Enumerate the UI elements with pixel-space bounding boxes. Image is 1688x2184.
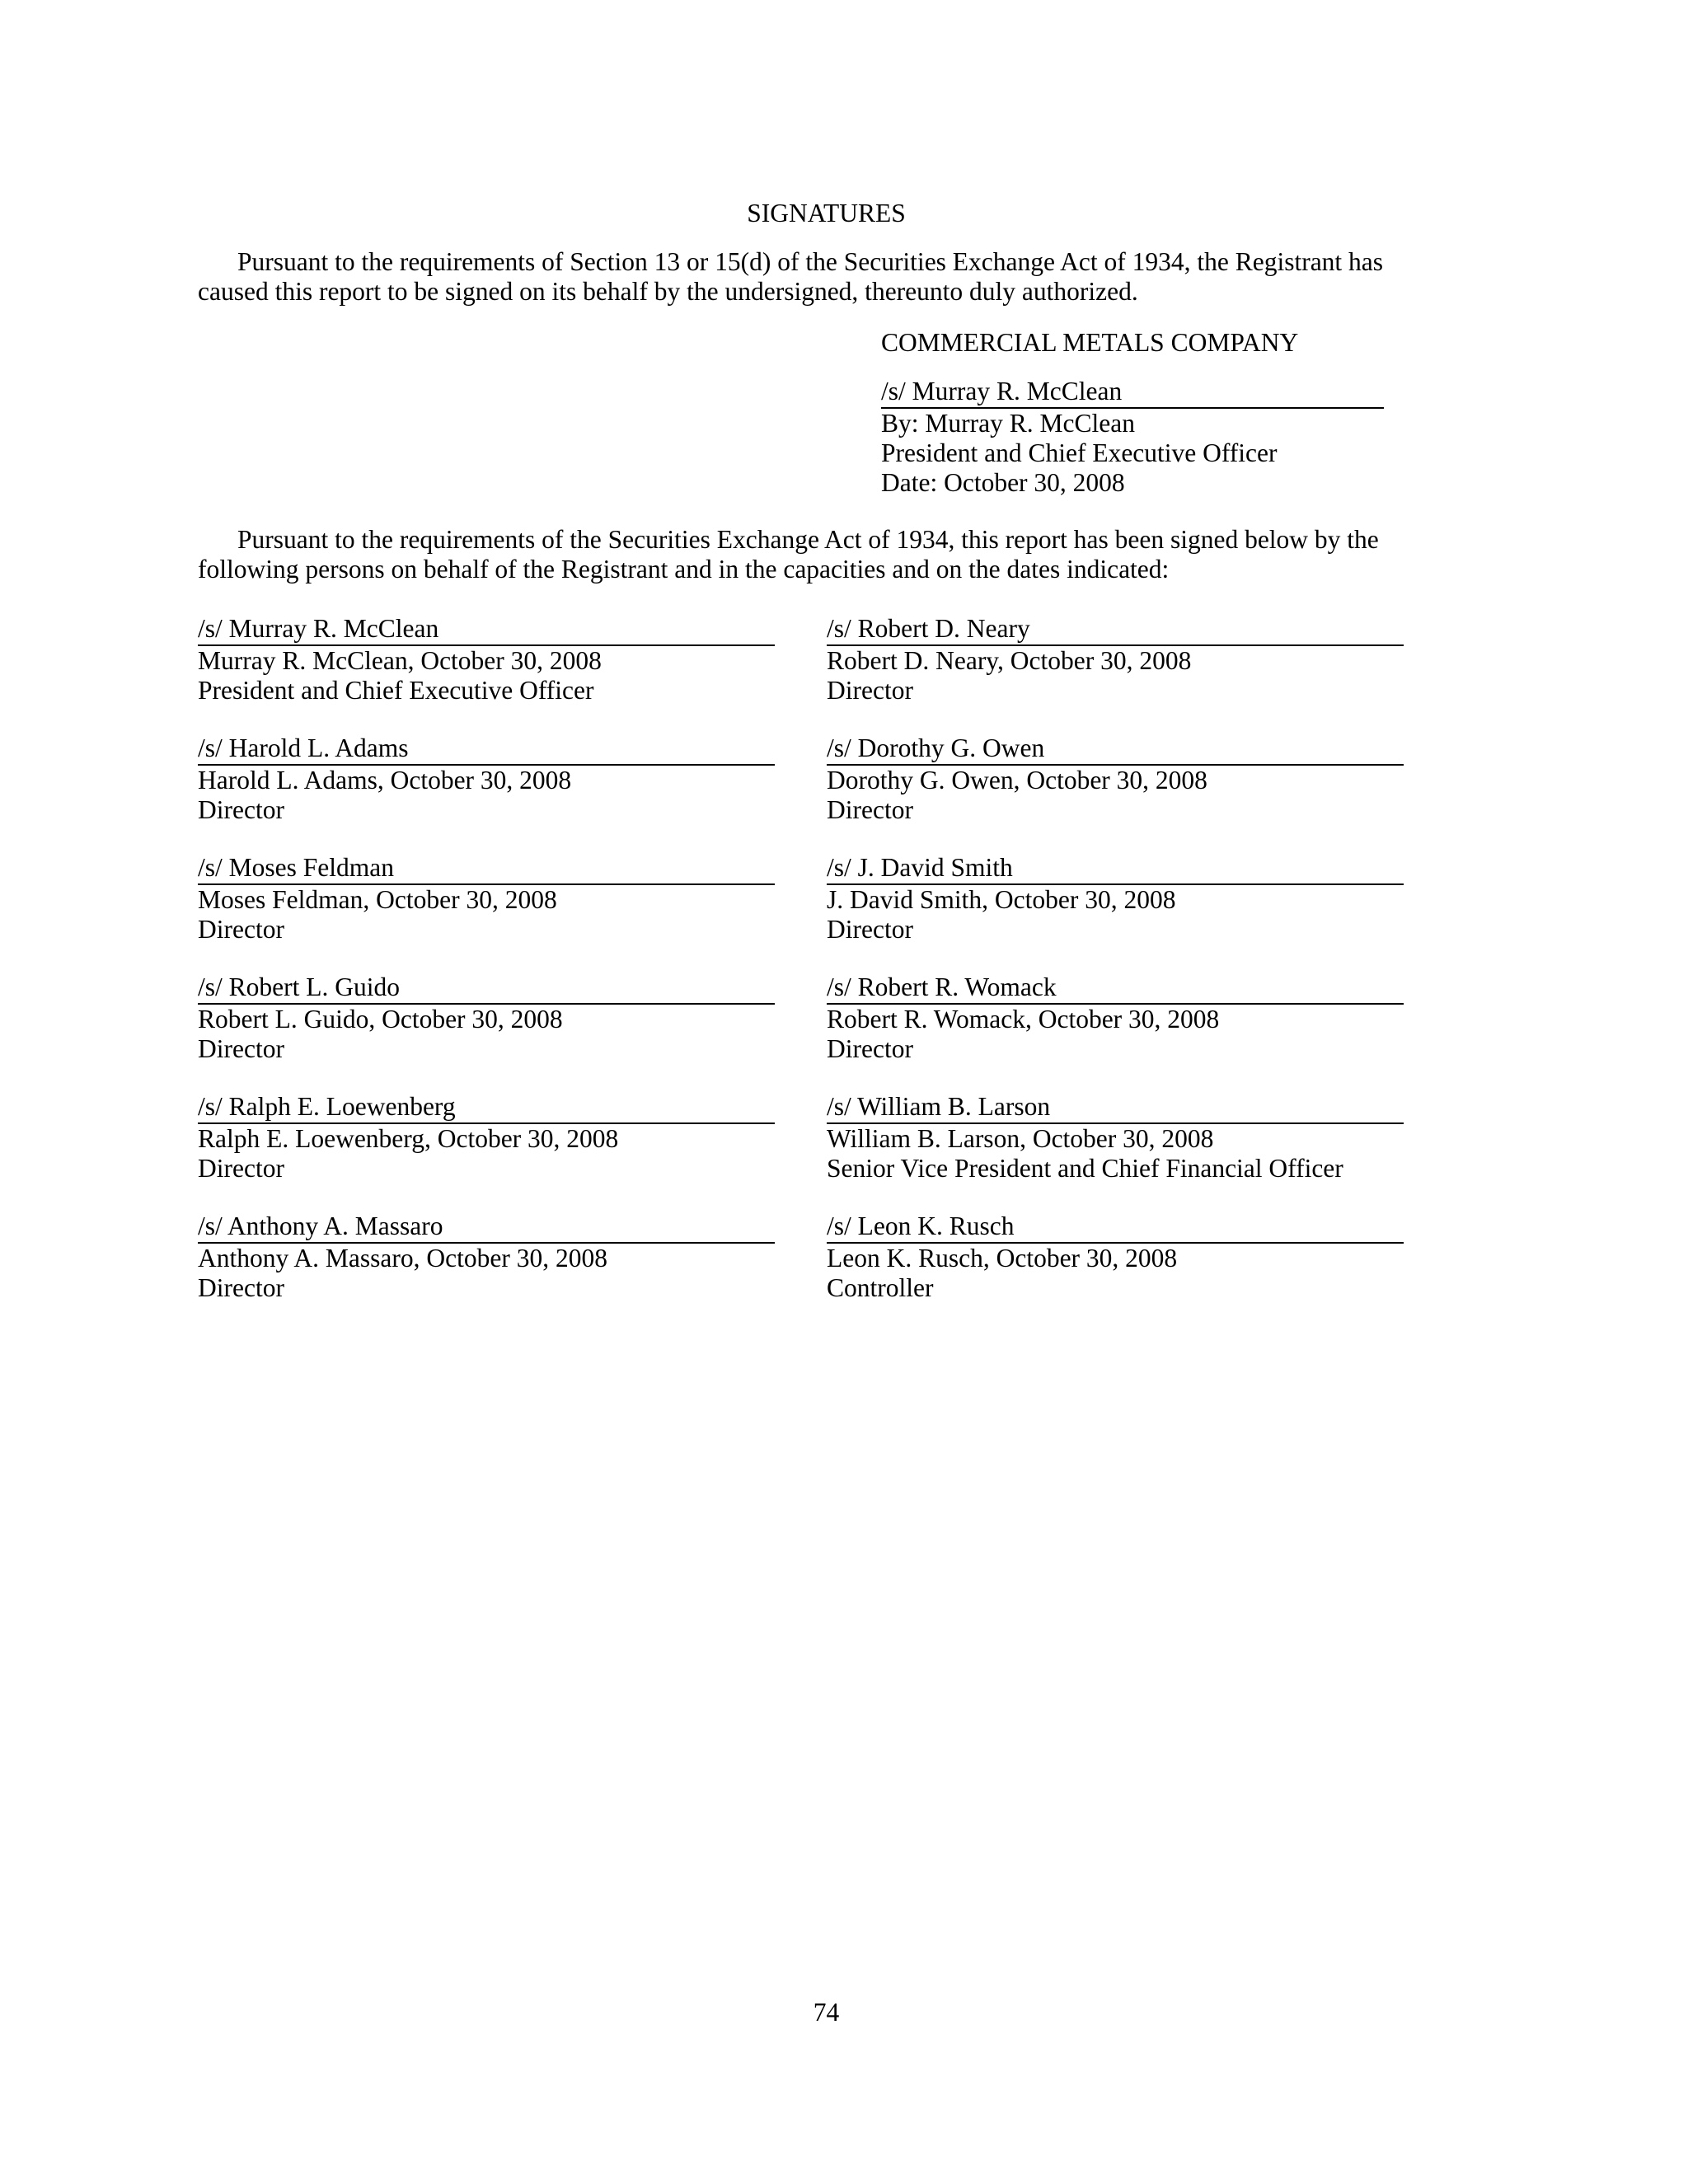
signer-name-date: Robert D. Neary, October 30, 2008: [827, 646, 1192, 675]
signer-name-date: J. David Smith, October 30, 2008: [827, 885, 1176, 914]
signature-block: [198, 734, 775, 825]
signature-block: [827, 854, 1404, 944]
signature-line: /s/ Robert L. Guido: [198, 973, 775, 1005]
signature-line: /s/ Robert D. Neary: [827, 615, 1404, 646]
company-signature-line: /s/ Murray R. McClean: [881, 377, 1384, 409]
signature-line: /s/ William B. Larson: [827, 1093, 1404, 1124]
signer-title: Director: [198, 1273, 284, 1302]
signature-block: [827, 973, 1404, 1064]
signature-block: [827, 734, 1404, 825]
signature-block: [198, 854, 775, 944]
signer-name-date: Anthony A. Massaro, October 30, 2008: [198, 1244, 607, 1272]
signer-name-date: Dorothy G. Owen, October 30, 2008: [827, 766, 1207, 794]
signer-title: Director: [827, 676, 913, 705]
signer-title: Director: [198, 795, 284, 824]
signer-name-date: Leon K. Rusch, October 30, 2008: [827, 1244, 1178, 1272]
page-number: 74: [813, 1998, 840, 2027]
signer-title: Director: [827, 915, 913, 944]
signature-block: [827, 615, 1404, 705]
signature-line: /s/ Ralph E. Loewenberg: [198, 1093, 775, 1124]
signatories-statement: Pursuant to the requirements of the Securities Exchange Act of 1934, this report has been signed below by the following persons on behalf of the Registrant and in the capacities and on the dates indicated:: [198, 525, 1379, 583]
signature-block: [198, 1093, 775, 1183]
signature-line: /s/ Murray R. McClean: [198, 615, 775, 646]
signature-line: /s/ Leon K. Rusch: [827, 1212, 1404, 1244]
signer-title: President and Chief Executive Officer: [198, 676, 594, 705]
signature-block: [827, 1212, 1404, 1303]
signer-title: Director: [198, 1034, 284, 1063]
signature-line: /s/ Moses Feldman: [198, 854, 775, 885]
signature-block: [198, 615, 775, 705]
page-title: SIGNATURES: [747, 199, 906, 227]
signer-name-date: Harold L. Adams, October 30, 2008: [198, 766, 572, 794]
signature-line: /s/ Dorothy G. Owen: [827, 734, 1404, 766]
signer-name-date: Moses Feldman, October 30, 2008: [198, 885, 557, 914]
signer-title: Controller: [827, 1273, 934, 1302]
signature-line: /s/ Robert R. Womack: [827, 973, 1404, 1005]
signer-name-date: Robert R. Womack, October 30, 2008: [827, 1005, 1220, 1033]
signature-block: [198, 973, 775, 1064]
signer-title: Director: [827, 1034, 913, 1063]
company-signature-date: Date: October 30, 2008: [881, 468, 1125, 497]
document-page: [198, 0, 1455, 2184]
signer-title: Director: [198, 915, 284, 944]
signature-line: /s/ J. David Smith: [827, 854, 1404, 885]
signatories-grid: [198, 615, 1455, 1303]
signature-line: /s/ Anthony A. Massaro: [198, 1212, 775, 1244]
registrant-statement: Pursuant to the requirements of Section 13 or 15(d) of the Securities Exchange Act of 1934, the Registrant has caused this report to be signed on its behalf by the undersigned, thereunto duly authorized.: [198, 247, 1384, 306]
signature-block: [198, 1212, 775, 1303]
signer-name-date: Ralph E. Loewenberg, October 30, 2008: [198, 1124, 619, 1153]
company-signature-block: [881, 328, 1392, 498]
signature-line: /s/ Harold L. Adams: [198, 734, 775, 766]
signer-name-date: Robert L. Guido, October 30, 2008: [198, 1005, 563, 1033]
signer-name-date: William B. Larson, October 30, 2008: [827, 1124, 1214, 1153]
company-signer-title: President and Chief Executive Officer: [881, 438, 1278, 467]
signer-title: Director: [198, 1154, 284, 1183]
signer-name-date: Murray R. McClean, October 30, 2008: [198, 646, 602, 675]
signer-title: Senior Vice President and Chief Financial Officer: [827, 1154, 1343, 1183]
company-signer: By: Murray R. McClean: [881, 409, 1135, 438]
company-name: COMMERCIAL METALS COMPANY: [881, 328, 1299, 357]
signer-title: Director: [827, 795, 913, 824]
signature-block: [827, 1093, 1404, 1183]
